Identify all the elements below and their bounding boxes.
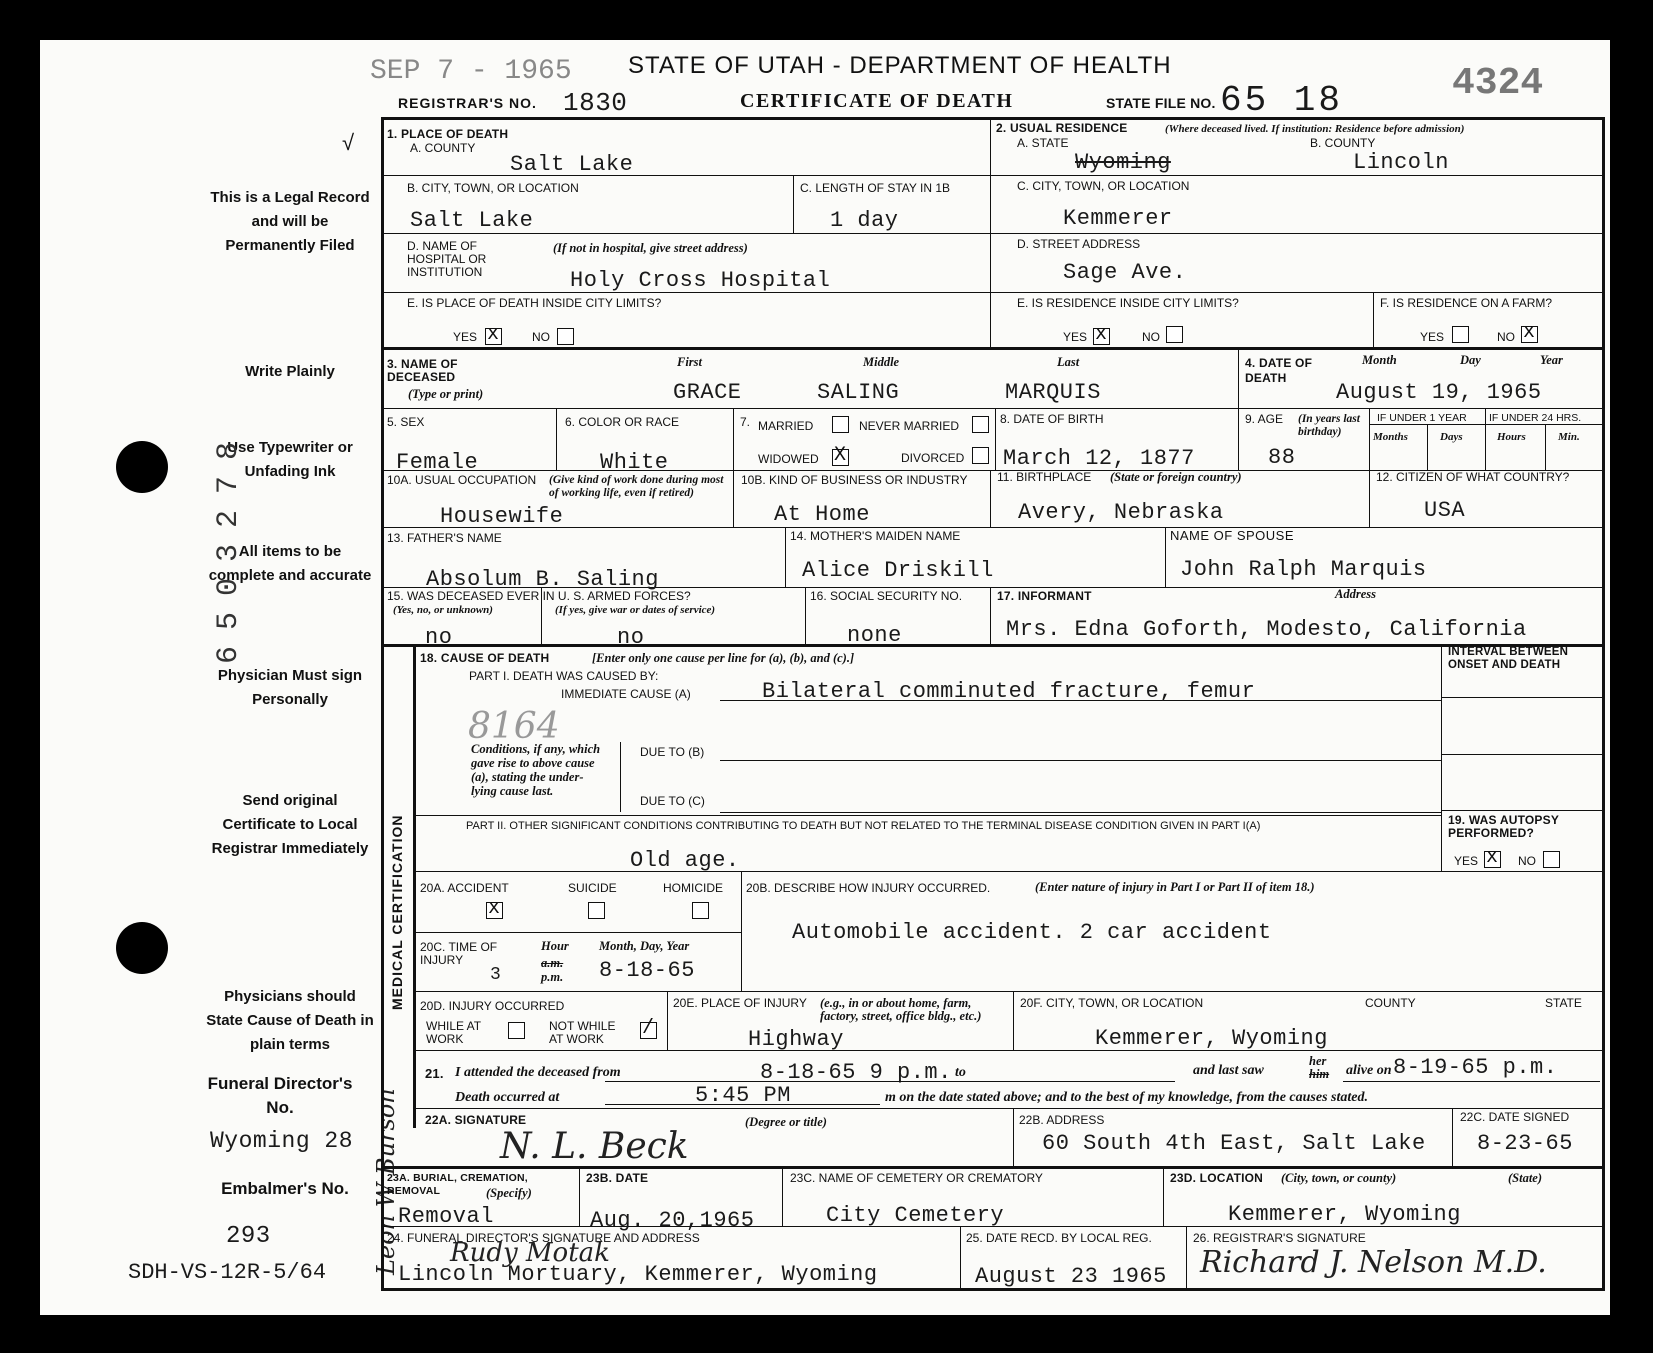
autopsy-no-checkbox[interactable] (1543, 851, 1560, 868)
residence-state: Wyoming (1075, 150, 1171, 175)
label-specify: (Specify) (486, 1186, 532, 1200)
label-signature: 22A. SIGNATURE (425, 1113, 527, 1127)
while-at-work-checkbox[interactable] (508, 1022, 525, 1039)
state-file-label: STATE FILE NO. (1106, 95, 1216, 111)
farm-yes-checkbox[interactable] (1452, 326, 1469, 343)
funeral-home: Lincoln Mortuary, Kemmerer, Wyoming (398, 1262, 878, 1287)
inside-city-no-checkbox[interactable] (557, 328, 574, 345)
punch-hole-bottom (116, 922, 168, 974)
label-last-saw: and last saw (1193, 1063, 1264, 1078)
label-interval: INTERVAL BETWEEN ONSET AND DEATH (1448, 646, 1569, 671)
label-time-of-injury: 20C. TIME OF INJURY (420, 940, 498, 967)
race: White (600, 450, 669, 475)
corner-number: 4324 (1452, 62, 1544, 105)
label-residence-city: C. CITY, TOWN, OR LOCATION (1017, 179, 1190, 193)
birthplace: Avery, Nebraska (1018, 500, 1224, 525)
label-her: her (1309, 1054, 1327, 1068)
label-months: Months (1373, 431, 1408, 443)
war-service: no (617, 625, 645, 650)
label-armed-forces: 15. WAS DECEASED EVER IN U. S. ARMED FORCES? (387, 589, 691, 603)
injury-hour: 3 (490, 965, 502, 985)
label-conditions: Conditions, if any, which gave rise to above cause (a), stating the under-lying cause last. (471, 742, 601, 798)
injury-date: 8-18-65 (599, 958, 695, 983)
never-married-label: NEVER MARRIED (859, 419, 960, 433)
label-alive-on: alive on (1346, 1063, 1392, 1078)
farm-no-label: NO (1497, 330, 1515, 344)
label-first: First (677, 355, 703, 369)
injury-location: Kemmerer, Wyoming (1095, 1026, 1328, 1051)
am-struck: a.m. (541, 956, 564, 970)
never-married-checkbox[interactable] (972, 416, 989, 433)
deceased-last-name: MARQUIS (1005, 380, 1101, 405)
residence-inside-yes-label: YES (1063, 330, 1088, 344)
label-residence-state: A. STATE (1017, 136, 1069, 150)
label-day: Day (1460, 353, 1481, 367)
autopsy-yes-checkbox[interactable]: x (1484, 851, 1501, 868)
label-burial-location-note: (City, town, or county) (1281, 1171, 1397, 1185)
date-received: August 23 1965 (975, 1264, 1167, 1289)
label-father: 13. FATHER'S NAME (387, 531, 502, 545)
sidebar-send-original: Send original Certificate to Local Registrar Immediately (211, 792, 369, 857)
label-injury-occurred: 20D. INJURY OCCURRED (420, 999, 565, 1013)
residence-inside-no-checkbox[interactable] (1166, 326, 1183, 343)
accident-checkbox[interactable]: x (486, 902, 503, 919)
widowed-label: WIDOWED (758, 452, 819, 466)
label-year: Year (1540, 353, 1563, 367)
label-registrar-signature: 26. REGISTRAR'S SIGNATURE (1193, 1231, 1366, 1245)
label-place-of-injury: 20E. PLACE OF INJURY (673, 996, 807, 1010)
label-days: Days (1440, 431, 1463, 443)
occupation: Housewife (440, 504, 564, 529)
deceased-middle-name: SALING (817, 380, 900, 405)
label-part-2: PART II. OTHER SIGNIFICANT CONDITIONS CONTRIBUTING TO DEATH BUT NOT RELATED TO THE TERMINAL DISEASE CONDITION GIVEN IN PART I(A) (466, 820, 1261, 832)
label-physician-address: 22B. ADDRESS (1019, 1113, 1105, 1127)
label-death-county: A. COUNTY (410, 141, 476, 155)
vertical-file-number: 6503278 (212, 425, 246, 664)
injury-description: Automobile accident. 2 car accident (792, 920, 1272, 945)
alive-date: 8-19-65 p.m. (1393, 1055, 1558, 1080)
label-injury-city: 20F. CITY, TOWN, OR LOCATION (1020, 996, 1204, 1010)
attended-from: 8-18-65 9 p.m. (760, 1060, 952, 1085)
label-sex: 5. SEX (387, 415, 425, 429)
divorced-checkbox[interactable] (972, 447, 989, 464)
label-due-to-b: DUE TO (B) (640, 745, 705, 759)
autopsy-yes-label: YES (1454, 854, 1479, 868)
part-2-value: Old age. (630, 848, 740, 873)
burial-location: Kemmerer, Wyoming (1228, 1202, 1461, 1227)
label-street-address: D. STREET ADDRESS (1017, 237, 1141, 251)
sex: Female (396, 450, 479, 475)
not-while-at-work-checkbox[interactable]: / (640, 1022, 657, 1039)
label-residence-note: (Where deceased lived. If institution: Residence before admission) (1165, 123, 1465, 135)
inside-city-yes-label: YES (453, 330, 478, 344)
medical-certification-vertical: MEDICAL CERTIFICATION (389, 814, 405, 1010)
sidebar-funeral-label: Funeral Director's No. (207, 1074, 353, 1117)
label-date-signed: 22C. DATE SIGNED (1460, 1110, 1570, 1124)
divorced-label: DIVORCED (901, 451, 965, 465)
label-birthplace: 11. BIRTHPLACE (997, 470, 1092, 484)
label-race: 6. COLOR OR RACE (565, 415, 680, 429)
registrar-signature: Richard J. Nelson M.D. (1200, 1245, 1547, 1280)
label-informant: 17. INFORMANT (997, 589, 1092, 603)
label-date-of-birth: 8. DATE OF BIRTH (1000, 412, 1104, 426)
label-last: Last (1057, 355, 1080, 369)
death-county: Salt Lake (510, 152, 634, 177)
label-armed-note: (Yes, no, or unknown) (393, 604, 493, 616)
certificate-title: CERTIFICATE OF DEATH (740, 90, 1014, 112)
sidebar-typewriter: Use Typewriter or Unfading Ink (227, 439, 353, 480)
street-address: Sage Ave. (1063, 260, 1187, 285)
label-date-of-death: 4. DATE OF DEATH (1245, 356, 1313, 385)
sidebar-items-complete: All items to be complete and accurate (208, 543, 372, 584)
mother-name: Alice Driskill (802, 558, 994, 583)
label-residence-inside-city: E. IS RESIDENCE INSIDE CITY LIMITS? (1017, 296, 1239, 310)
immediate-cause: Bilateral comminuted fracture, femur (762, 679, 1256, 704)
label-attended: I attended the deceased from (455, 1065, 621, 1080)
sidebar-physician-sign: Physician Must sign Personally (217, 667, 363, 708)
label-address: Address (1335, 587, 1376, 601)
label-occupation: 10A. USUAL OCCUPATION (387, 473, 537, 487)
physician-signature: N. L. Beck (500, 1126, 689, 1167)
form-number: SDH-VS-12R-5/64 (128, 1260, 327, 1285)
label-place-of-death: 1. PLACE OF DEATH (387, 127, 509, 141)
label-age: 9. AGE (1245, 412, 1284, 426)
cemetery: City Cemetery (826, 1203, 1005, 1228)
label-business: 10B. KIND OF BUSINESS OR INDUSTRY (741, 473, 968, 487)
date-of-birth: March 12, 1877 (1003, 446, 1195, 471)
suicide-checkbox[interactable] (588, 902, 605, 919)
label-residence-county: B. COUNTY (1310, 136, 1376, 150)
label-burial-location: 23D. LOCATION (1170, 1171, 1264, 1185)
deceased-first-name: GRACE (673, 380, 742, 405)
label-7: 7. (740, 415, 751, 429)
label-occupation-note: (Give kind of work done during most of working life, even if retired) (549, 474, 724, 499)
label-war-note: (If yes, give war or dates of service) (555, 604, 716, 616)
label-min: Min. (1558, 431, 1580, 443)
label-occurred-at: Death occurred at (455, 1090, 560, 1105)
physician-address: 60 South 4th East, Salt Lake (1042, 1131, 1426, 1156)
registrar-label: REGISTRAR'S NO. (398, 95, 537, 111)
label-on-farm: F. IS RESIDENCE ON A FARM? (1380, 296, 1553, 310)
label-burial-state: (State) (1508, 1171, 1543, 1185)
pm-label: p.m. (541, 970, 564, 984)
farm-no-checkbox[interactable]: x (1521, 326, 1538, 343)
sidebar-legal-record: This is a Legal Record and will be Permanently Filed (210, 189, 370, 254)
death-city: Salt Lake (410, 208, 534, 233)
label-suicide: SUICIDE (568, 881, 617, 895)
citizen: USA (1424, 498, 1466, 523)
length-of-stay: 1 day (830, 208, 899, 233)
label-under-24-hrs: IF UNDER 24 HRS. (1489, 412, 1582, 424)
label-injury-county: COUNTY (1365, 996, 1416, 1010)
label-mother: 14. MOTHER'S MAIDEN NAME (790, 529, 961, 543)
place-of-injury: Highway (748, 1027, 844, 1052)
check-mark: √ (342, 130, 355, 155)
autopsy-no-label: NO (1518, 854, 1536, 868)
residence-inside-no-label: NO (1142, 330, 1160, 344)
vertical-signature: Leon W Burson (372, 1088, 400, 1275)
label-death-city: B. CITY, TOWN, OR LOCATION (407, 181, 579, 195)
label-middle: Middle (863, 355, 900, 369)
label-under-1-year: IF UNDER 1 YEAR (1377, 412, 1467, 424)
label-him: him (1309, 1067, 1330, 1081)
widowed-checkbox[interactable]: X (832, 449, 849, 466)
label-funeral-director: 24. FUNERAL DIRECTOR'S SIGNATURE AND ADDRESS (387, 1231, 700, 1245)
label-21: 21. (425, 1066, 444, 1081)
homicide-checkbox[interactable] (692, 902, 709, 919)
sidebar-state-cause: Physicians should State Cause of Death in plain terms (206, 988, 374, 1053)
spouse-name: John Ralph Marquis (1180, 557, 1427, 582)
label-place-injury-note: (e.g., in or about home, farm, factory, street, office bldg., etc.) (820, 996, 982, 1023)
state-file-number: 65 18 (1220, 80, 1344, 121)
label-due-to-c: DUE TO (C) (640, 794, 705, 808)
label-how-injury: 20B. DESCRIBE HOW INJURY OCCURRED. (746, 881, 991, 895)
label-length-of-stay: C. LENGTH OF STAY IN 1B (800, 181, 951, 195)
label-month: Month (1362, 353, 1397, 367)
label-date-received: 25. DATE RECD. BY LOCAL REG. (966, 1231, 1152, 1245)
ssn: none (847, 623, 902, 648)
label-part-1: PART I. DEATH WAS CAUSED BY: (469, 669, 659, 683)
label-inside-city: E. IS PLACE OF DEATH INSIDE CITY LIMITS? (407, 296, 662, 310)
embalmer-number: 293 (226, 1223, 271, 1250)
married-checkbox[interactable] (832, 416, 849, 433)
form-title: STATE OF UTAH - DEPARTMENT OF HEALTH (628, 52, 1172, 79)
informant: Mrs. Edna Goforth, Modesto, California (1006, 617, 1527, 642)
armed-forces: no (425, 625, 453, 650)
inside-city-no-label: NO (532, 330, 550, 344)
label-statement: m on the date stated above; and to the best of my knowledge, from the causes stated. (885, 1090, 1368, 1105)
label-hour: Hour (541, 939, 569, 953)
label-cause-of-death: 18. CAUSE OF DEATH (420, 651, 550, 665)
label-birthplace-note: (State or foreign country) (1110, 470, 1242, 484)
label-while-at-work: WHILE AT WORK (426, 1019, 481, 1046)
label-how-injury-note: (Enter nature of injury in Part I or Part II of item 18.) (1035, 880, 1315, 894)
sidebar-write-plainly: Write Plainly (245, 363, 335, 380)
death-time: 5:45 PM (695, 1083, 791, 1108)
label-month-day-year: Month, Day, Year (599, 939, 690, 953)
label-hospital: D. NAME OF HOSPITAL OR INSTITUTION (407, 239, 487, 279)
burial-date: Aug. 20,1965 (590, 1208, 755, 1233)
disposition: Removal (398, 1204, 494, 1229)
label-accident: 20A. ACCIDENT (420, 881, 509, 895)
label-cause-note: [Enter only one cause per line for (a), (b), and (c).] (592, 651, 855, 665)
label-spouse: NAME OF SPOUSE (1170, 528, 1295, 543)
label-cemetery: 23C. NAME OF CEMETERY OR CREMATORY (790, 1171, 1043, 1185)
funeral-director-signature: Rudy Motak (450, 1238, 610, 1268)
date-of-death: August 19, 1965 (1336, 380, 1542, 405)
hospital-name: Holy Cross Hospital (570, 268, 831, 293)
label-ssn: 16. SOCIAL SECURITY NO. (810, 589, 963, 603)
sidebar-embalmer-label: Embalmer's No. (221, 1179, 349, 1198)
father-name: Absolum B. Saling (426, 567, 659, 592)
residence-inside-yes-checkbox[interactable]: x (1093, 328, 1110, 345)
label-age-note: (In years last birthday) (1298, 413, 1360, 438)
residence-county: Lincoln (1353, 150, 1449, 175)
label-type-or-print: (Type or print) (408, 387, 484, 401)
business: At Home (774, 502, 870, 527)
received-stamp: SEP 7 - 1965 (370, 56, 572, 87)
label-to: to (955, 1065, 966, 1080)
label-injury-state: STATE (1545, 996, 1582, 1010)
label-name-of-deceased: 3. NAME OF DECEASED (387, 357, 458, 384)
label-hospital-note: (If not in hospital, give street address) (553, 241, 748, 255)
inside-city-yes-checkbox[interactable]: x (485, 328, 502, 345)
label-homicide: HOMICIDE (663, 881, 723, 895)
funeral-director-number: Wyoming 28 (210, 1128, 354, 1154)
residence-city: Kemmerer (1063, 206, 1173, 231)
label-usual-residence: 2. USUAL RESIDENCE (996, 121, 1128, 135)
label-autopsy: 19. WAS AUTOPSY PERFORMED? (1448, 813, 1559, 840)
label-burial: 23A. BURIAL, CREMATION, REMOVAL (387, 1172, 528, 1197)
punch-hole-top (116, 441, 168, 493)
age: 88 (1268, 445, 1296, 470)
cause-code: 8164 (468, 706, 560, 747)
registrar-number: 1830 (563, 88, 628, 118)
label-burial-date: 23B. DATE (586, 1171, 649, 1185)
date-signed: 8-23-65 (1477, 1131, 1573, 1156)
label-not-while-at-work: NOT WHILE AT WORK (549, 1019, 616, 1046)
label-immediate-cause: IMMEDIATE CAUSE (A) (561, 687, 691, 701)
label-citizen: 12. CITIZEN OF WHAT COUNTRY? (1376, 470, 1570, 484)
label-degree: (Degree or title) (745, 1115, 827, 1129)
label-hours: Hours (1497, 431, 1526, 443)
married-label: MARRIED (758, 419, 814, 433)
farm-yes-label: YES (1420, 330, 1445, 344)
